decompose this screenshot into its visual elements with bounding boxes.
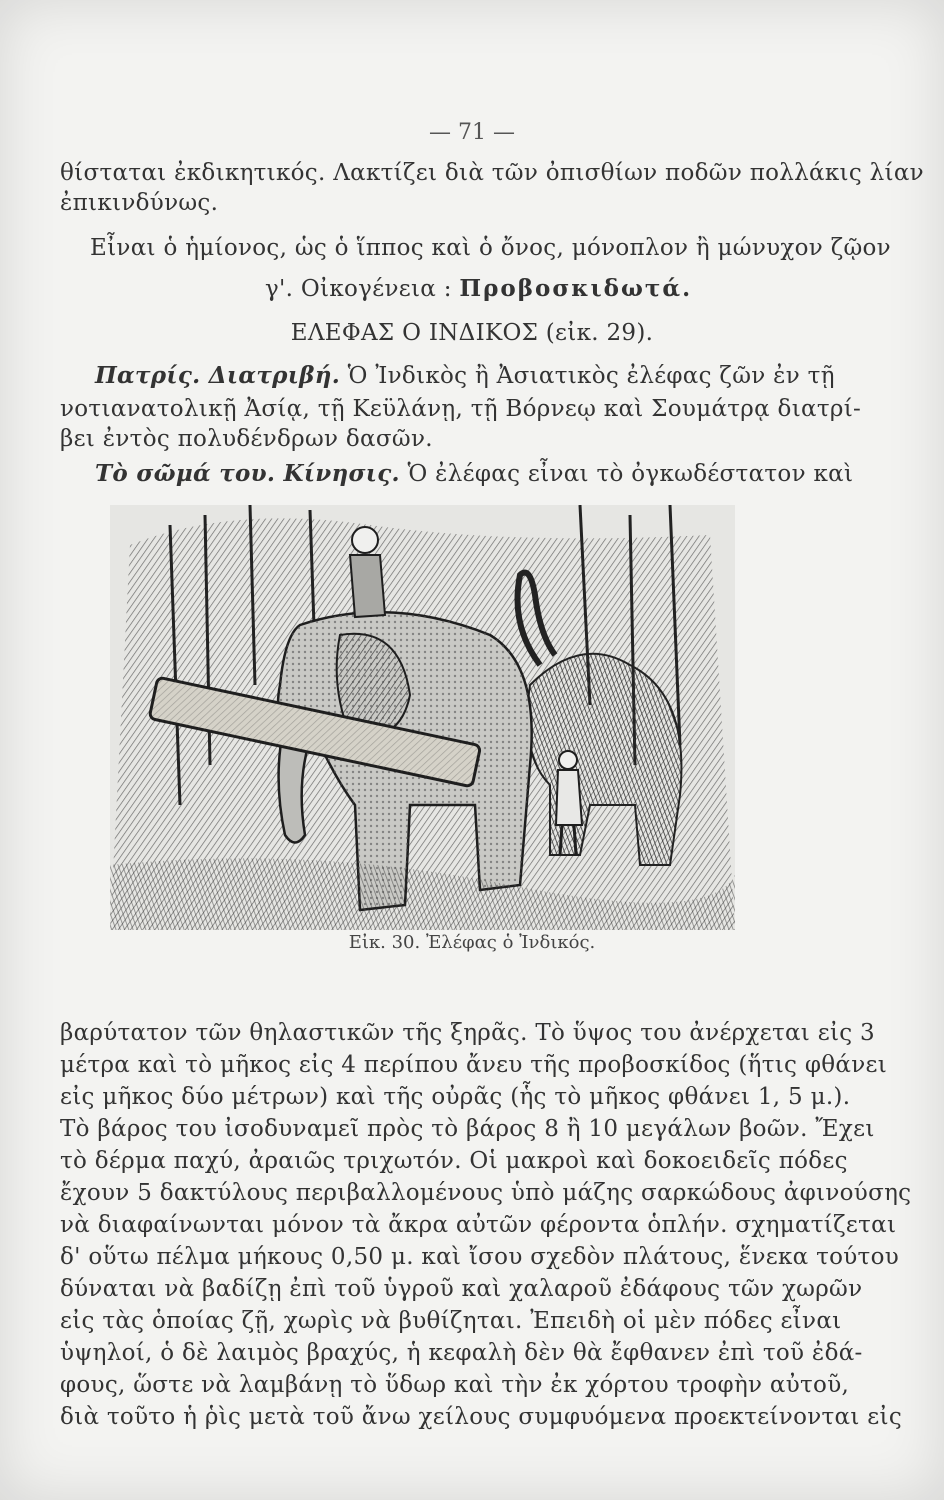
text-line: διὰ τοῦτο ἡ ῥὶς μετὰ τοῦ ἄνω χείλους συμφυόμενα προεκτείνονται εἰς: [60, 1404, 903, 1430]
figure-caption: Εἰκ. 30. Ἐλέφας ὁ Ἰνδικός.: [348, 932, 596, 953]
text-line: ἔχουν 5 δακτύλους περιβαλλομένους ὑπὸ μάζης σαρκώδους ἀφινούσης: [60, 1180, 912, 1206]
text-line: τὸ δέρμα παχύ, ἀραιῶς τριχωτόν. Οἱ μακροὶ καὶ δοκοειδεῖς πόδες: [60, 1148, 848, 1174]
family-name: Προβοσκιδωτά.: [459, 275, 693, 302]
family-heading: [265, 275, 944, 302]
soma-line: [95, 460, 854, 487]
elephant-illustration: [110, 505, 735, 930]
text-line: δύναται νὰ βαδίζῃ ἐπὶ τοῦ ὑγροῦ καὶ χαλαροῦ ἐδάφους τῶν χωρῶν: [60, 1276, 863, 1302]
soma-text: Ὁ ἐλέφας εἶναι τὸ ὀγκωδέστατον καὶ: [399, 461, 854, 487]
elephant-engraving: [110, 505, 735, 930]
soma-label: Τὸ σῶμά του. Κίνησις.: [95, 460, 400, 487]
text-line: θίσταται ἐκδικητικός. Λακτίζει διὰ τῶν ὀπισθίων ποδῶν πολλάκις λίαν: [60, 160, 924, 186]
section-heading: ΕΛΕΦΑΣ Ο ΙΝΔΙΚΟΣ (εἰκ. 29).: [290, 320, 654, 346]
family-prefix: γ'. Οἰκογένεια :: [265, 276, 460, 302]
text-line: ὑψηλοί, ὁ δὲ λαιμὸς βραχύς, ἡ κεφαλὴ δὲν θὰ ἔφθανεν ἐπὶ τοῦ ἐδά-: [60, 1340, 863, 1366]
patris-text: Ὁ Ἰνδικὸς ἢ Ἀσιατικὸς ἐλέφας ζῶν ἐν τῇ: [340, 363, 835, 389]
text-line: Τὸ βάρος του ἰσοδυναμεῖ πρὸς τὸ βάρος 8 ἢ 10 μεγάλων βοῶν. Ἔχει: [60, 1116, 875, 1142]
text-line: νοτιανατολικῇ Ἀσίᾳ, τῇ Κεϋλάνῃ, τῇ Βόρνεῳ καὶ Σουμάτρᾳ διατρί-: [60, 396, 862, 422]
text-line: μέτρα καὶ τὸ μῆκος εἰς 4 περίπου ἄνευ τῆς προβοσκίδος (ἥτις φθάνει: [60, 1052, 888, 1078]
text-line: εἰς μῆκος δύο μέτρων) καὶ τῆς οὐρᾶς (ἧς τὸ μῆκος φθάνει 1, 5 μ.).: [60, 1084, 851, 1110]
patris-line: [95, 362, 835, 389]
text-line: δ' οὕτω πέλμα μήκους 0,50 μ. καὶ ἴσου σχεδὸν πλάτους, ἕνεκα τούτου: [60, 1244, 899, 1270]
text-line: εἰς τὰς ὁποίας ζῇ, χωρὶς νὰ βυθίζηται. Ἐπειδὴ οἱ μὲν πόδες εἶναι: [60, 1308, 842, 1334]
text-line: βαρύτατον τῶν θηλαστικῶν τῆς ξηρᾶς. Τὸ ὕψος του ἀνέρχεται εἰς 3: [60, 1020, 875, 1046]
text-line: ἐπικινδύνως.: [60, 190, 219, 216]
text-line: νὰ διαφαίνωνται μόνον τὰ ἄκρα αὐτῶν φέροντα ὁπλήν. σχηματίζεται: [60, 1212, 897, 1238]
text-line: Εἶναι ὁ ἡμίονος, ὡς ὁ ἵππος καὶ ὁ ὄνος, μόνοπλον ἢ μώνυχον ζῷον: [90, 235, 891, 261]
patris-label: Πατρίς. Διατριβή.: [95, 362, 341, 389]
text-line: φους, ὥστε νὰ λαμβάνῃ τὸ ὕδωρ καὶ τὴν ἐκ χόρτου τροφὴν αὐτοῦ,: [60, 1372, 850, 1398]
text-line: βει ἐντὸς πολυδένδρων δασῶν.: [60, 426, 433, 452]
page-number: — 71 —: [429, 120, 515, 145]
